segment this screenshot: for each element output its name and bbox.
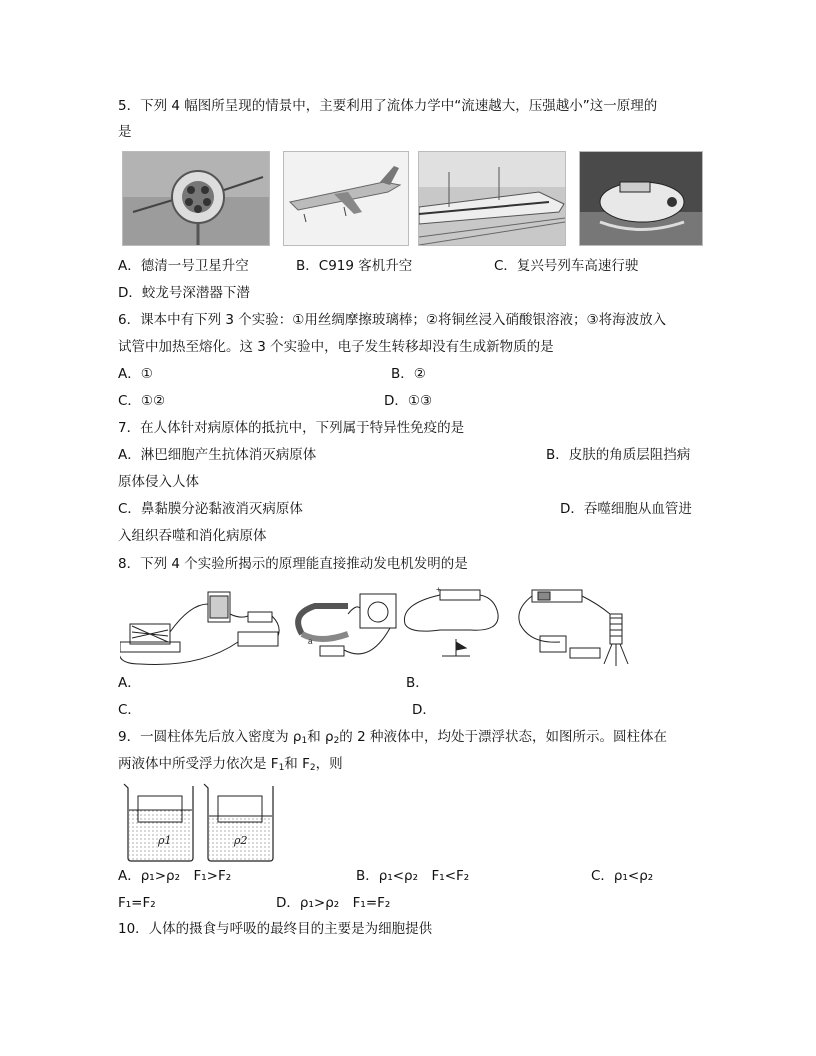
q9-option-b: B．ρ₁<ρ₂ F₁<F₂: [356, 868, 470, 884]
q5-option-a: A．德清一号卫星升空: [118, 258, 249, 274]
beaker-2: [204, 784, 273, 861]
beaker-1: [124, 784, 193, 861]
q9-option-d: D．ρ₁>ρ₂ F₁=F₂: [276, 895, 391, 911]
q6-option-a: A．①: [118, 366, 153, 382]
q8-figure-a: [120, 592, 279, 665]
q8-option-c: C．: [118, 702, 141, 718]
q5-option-d: D．蛟龙号深潜器下潜: [118, 285, 250, 301]
beaker-1-label: ρ1: [158, 834, 172, 847]
q9-stem-line2: 两液体中所受浮力依次是 $F_1$和 $F_2$，则: [118, 756, 343, 773]
q5-stem-line1: 5．下列 4 幅图所呈现的情景中，主要利用了流体力学中“流速越大，压强越小”这一原理的: [118, 98, 658, 114]
svg-text:a: a: [308, 637, 313, 646]
svg-text:+: +: [436, 585, 441, 594]
q7-option-b-cont: 原体侵入人体: [118, 474, 199, 490]
q8-option-d: D．: [412, 702, 436, 718]
q7-option-d: D．吞噬细胞从血管进: [560, 501, 692, 517]
q6-stem-line1: 6．课本中有下列 3 个实验：①用丝绸摩擦玻璃棒；②将铜丝浸入硝酸银溶液；③将海波放入: [118, 312, 667, 328]
q5-option-c: C．复兴号列车高速行驶: [494, 258, 639, 274]
q6-option-b: B．②: [391, 366, 426, 382]
q8-figure-c: [404, 585, 498, 656]
q9-stem-line1: 9．一圆柱体先后放入密度为 $\rho_1$和 $\rho_2$的 2 种液体中，均处于漂浮状态，如图所示。圆柱体在: [118, 729, 667, 746]
q8-option-b: B．: [406, 675, 429, 691]
q7-option-b: B．皮肤的角质层阻挡病: [546, 447, 691, 463]
q9-option-c-cont: F₁=F₂: [118, 895, 156, 911]
q9-option-a: A．ρ₁>ρ₂ F₁>F₂: [118, 868, 232, 884]
q5-stem-line2: 是: [118, 124, 132, 140]
q7-stem: 7．在人体针对病原体的抵抗中，下列属于特异性免疫的是: [118, 420, 465, 436]
airplane-photo: [283, 151, 409, 246]
q9-option-c: C．ρ₁<ρ₂: [591, 868, 654, 884]
q6-option-c: C．①②: [118, 393, 166, 409]
q7-option-d-cont: 入组织吞噬和消化病原体: [118, 528, 267, 544]
q8-figure-b: [298, 594, 396, 656]
q8-apparatus-figure: [120, 584, 700, 668]
satellite-photo: [122, 151, 270, 246]
q8-stem: 8．下列 4 个实验所揭示的原理能直接推动发电机发明的是: [118, 556, 468, 572]
q10-stem: 10．人体的摄食与呼吸的最终目的主要是为细胞提供: [118, 921, 433, 937]
q9-beakers-figure: [120, 782, 280, 862]
q8-figure-d: [519, 590, 628, 666]
train-photo: [418, 151, 566, 246]
q6-stem-line2: 试管中加热至熔化。这 3 个实验中，电子发生转移却没有生成新物质的是: [118, 339, 554, 355]
q6-option-d: D．①③: [384, 393, 433, 409]
q8-option-a: A．: [118, 675, 141, 691]
q7-option-c: C．鼻黏膜分泌黏液消灭病原体: [118, 501, 303, 517]
submersible-photo: [579, 151, 703, 246]
beaker-2-label: ρ2: [234, 834, 248, 847]
q5-option-b: B．C919 客机升空: [296, 258, 413, 274]
q7-option-a: A．淋巴细胞产生抗体消灭病原体: [118, 447, 317, 463]
